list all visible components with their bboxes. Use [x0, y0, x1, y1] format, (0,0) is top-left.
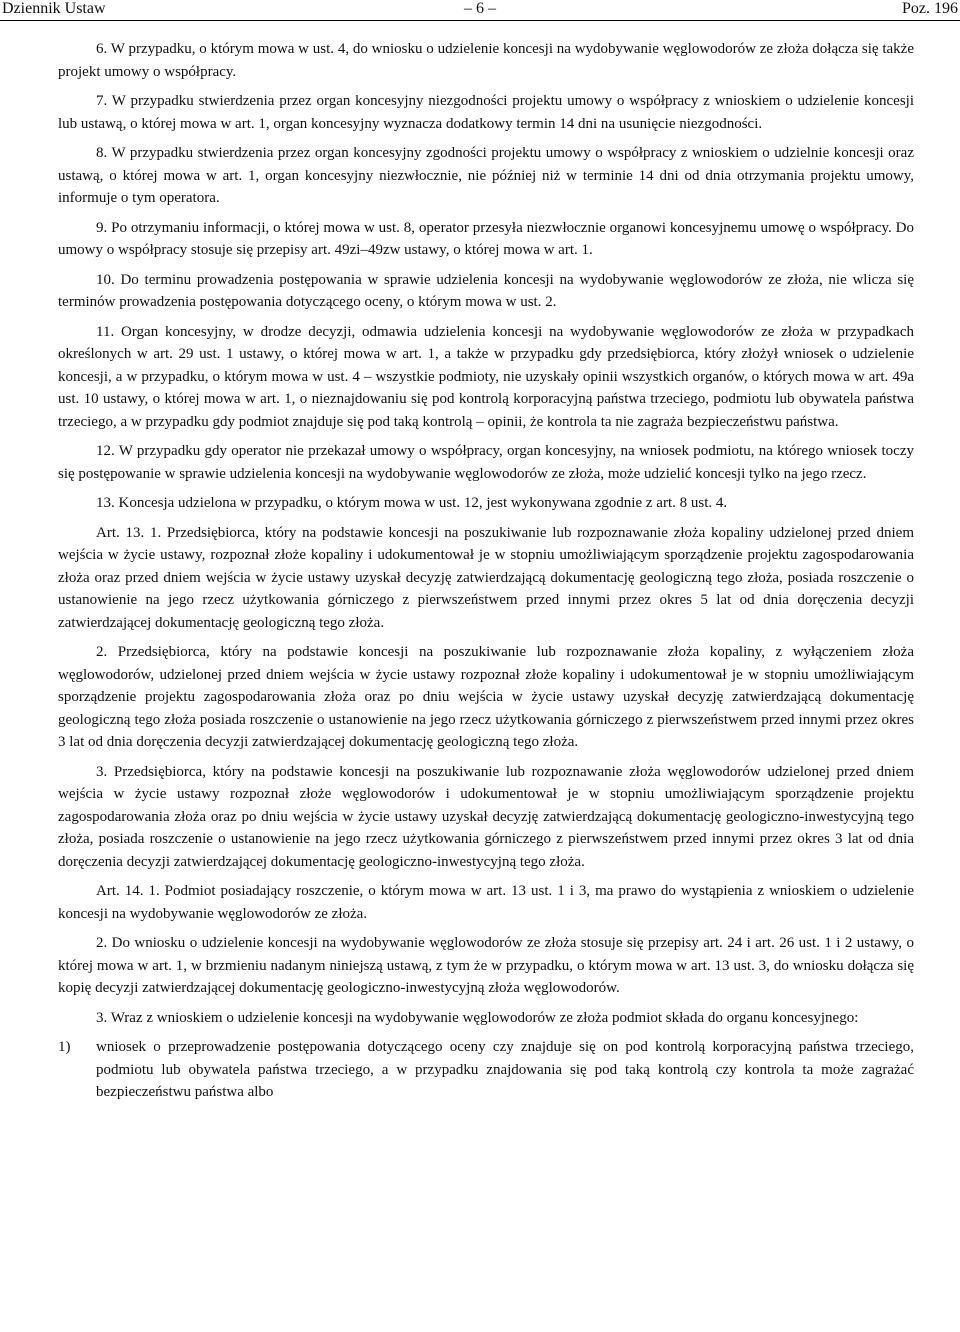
paragraph: 10. Do terminu prowadzenia postępowania w sprawie udzielenia koncesji na wydobywanie węglowodorów ze złoża, nie wlicza się terminów prowadzenia postępowania dotyczącego oceny, o którym mowa w ust. 2. [58, 271, 914, 310]
list-item-text: wniosek o przeprowadzenie postępowania dotyczącego oceny czy znajduje się on pod kontrolą korporacyjną państwa trzeciego, podmiotu lub obywatela państwa trzeciego, a w przypadku znajdowania się pod taką kontrolą czy kontrola ta może zagrażać bezpieczeństwu państwa albo [96, 1039, 914, 1100]
paragraph: 13. Koncesja udzielona w przypadku, o którym mowa w ust. 12, jest wykonywana zgodnie z art. 8 ust. 4. [96, 495, 728, 511]
header-rule [0, 20, 960, 21]
paragraph: 2. Przedsiębiorca, który na podstawie koncesji na poszukiwanie lub rozpoznawanie złoża kopaliny, z wyłączeniem złoża węglowodorów, udzielonej przed dniem wejścia w życie ustawy rozpoznał złoże kopaliny i udokumentował je w stopniu umożliwiającym sporządzenie projektu zagospodarowania złoża oraz po dniu wejścia w życie ustawy uzyskał decyzję zatwierdzającą dokumentację geologiczną tego złoża posiada roszczenie o ustanowienie na jego rzecz użytkowania górniczego z pierwszeństwem przed innymi przez okres 3 lat od dnia doręczenia decyzji zatwierdzającej dokumentację geologiczną tego złoża. [58, 644, 914, 750]
page-header [0, 0, 960, 22]
paragraph: 2. Do wniosku o udzielenie koncesji na wydobywanie węglowodorów ze złoża stosuje się przepisy art. 24 i art. 26 ust. 1 i 2 ustawy, o której mowa w art. 1, w brzmieniu nadanym niniejszą ustawą, z tym że w przypadku, o którym mowa w art. 13 ust. 3, do wniosku dołącza się kopię decyzji zatwierdzającej dokumentację geologiczno-inwestycyjną złoża węglowodorów. [58, 935, 914, 996]
document-body [58, 38, 914, 1110]
paragraph: 11. Organ koncesyjny, w drodze decyzji, odmawia udzielenia koncesji na wydobywanie węglowodorów ze złoża w przypadkach określonych w art. 29 ust. 1 ustawy, o której mowa w art. 1, a także w przypadku gdy przedsiębiorca, który złożył wniosek o udzielenie koncesji, a w przypadku, o którym mowa w ust. 4 – wszystkie podmioty, nie uzyskały opinii wszystkich organów, o których mowa w art. 49a ust. 10 ustawy, o której mowa w art. 1, o nieznajdowaniu się pod kontrolą korporacyjną państwa trzeciego, podmiotu lub obywatela państwa trzeciego, a w przypadku gdy podmiot znajduje się pod taką kontrolą – opinii, że kontrola ta nie zagraża bezpieczeństwu państwa. [58, 323, 914, 430]
paragraph: 8. W przypadku stwierdzenia przez organ koncesyjny zgodności projektu umowy o współpracy z wnioskiem o udzielnie koncesji oraz ustawą, o której mowa w art. 1, organ koncesyjny niezwłocznie, nie później niż w terminie 14 dni od dnia otrzymania projektu umowy, informuje o tym operatora. [58, 145, 914, 206]
paragraph: 7. W przypadku stwierdzenia przez organ koncesyjny niezgodności projektu umowy o współpracy z wnioskiem o udzielenie koncesji lub ustawą, o której mowa w art. 1, organ koncesyjny wyznacza dodatkowy termin 14 dni na usunięcie niezgodności. [58, 93, 914, 132]
list-item-number: 1) [58, 1039, 71, 1055]
position-number: Poz. 196 [902, 0, 958, 17]
paragraph: 9. Po otrzymaniu informacji, o której mowa w ust. 8, operator przesyła niezwłocznie organowi koncesyjnemu umowę o współpracy. Do umowy o współpracy stosuje się przepisy art. 49zi–49zw ustawy, o której mowa w art. 1. [58, 219, 914, 258]
article-paragraph: Art. 13. 1. Przedsiębiorca, który na podstawie koncesji na poszukiwanie lub rozpoznawanie złoża kopaliny udzielonej przed dniem wejścia w życie ustawy, rozpoznał złoże kopaliny i udokumentował je w stopniu umożliwiającym sporządzenie projektu zagospodarowania złoża oraz przed dniem wejścia w życie ustawy uzyskał decyzję zatwierdzającą dokumentację geologiczną tego złoża, posiada roszczenie o ustanowienie na jego rzecz użytkowania górniczego z pierwszeństwem przed innymi przez okres 5 lat od dnia doręczenia decyzji zatwierdzającej dokumentację geologiczną tego złoża. [58, 524, 914, 631]
paragraph: 3. Wraz z wnioskiem o udzielenie koncesji na wydobywanie węglowodorów ze złoża podmiot składa do organu koncesyjnego: [96, 1009, 859, 1026]
article-paragraph: Art. 14. 1. Podmiot posiadający roszczenie, o którym mowa w art. 13 ust. 1 i 3, ma prawo do wystąpienia z wnioskiem o udzielenie koncesji na wydobywanie węglowodorów ze złoża. [58, 883, 914, 922]
paragraph: 3. Przedsiębiorca, który na podstawie koncesji na poszukiwanie lub rozpoznawanie złoża węglowodorów udzielonej przed dniem wejścia w życie ustawy rozpoznał złoże węglowodorów i udokumentował je w stopniu umożliwiającym sporządzenie projektu zagospodarowania złoża oraz po dniu wejścia w życie ustawy uzyskał decyzję zatwierdzającą dokumentację geologiczno-inwestycyjną tego złoża, posiada roszczenie o ustanowienie na jego rzecz użytkowania górniczego z pierwszeństwem przed innymi przez okres 3 lat od dnia doręczenia decyzji zatwierdzającej dokumentację geologiczno-inwestycyjną tego złoża. [58, 763, 914, 870]
paragraph: 6. W przypadku, o którym mowa w ust. 4, do wniosku o udzielenie koncesji na wydobywanie węglowodorów ze złoża dołącza się także projekt umowy o współpracy. [58, 41, 914, 80]
paragraph: 12. W przypadku gdy operator nie przekazał umowy o współpracy, organ koncesyjny, na wniosek podmiotu, na którego wniosek toczy się postępowanie w sprawie udzielenia koncesji na wydobywanie węglowodorów ze złoża, może udzielić koncesji tylko na jego rzecz. [58, 443, 914, 482]
page-number: – 6 – [464, 0, 496, 17]
list-item [58, 1036, 914, 1104]
journal-name: Dziennik Ustaw [2, 0, 106, 17]
